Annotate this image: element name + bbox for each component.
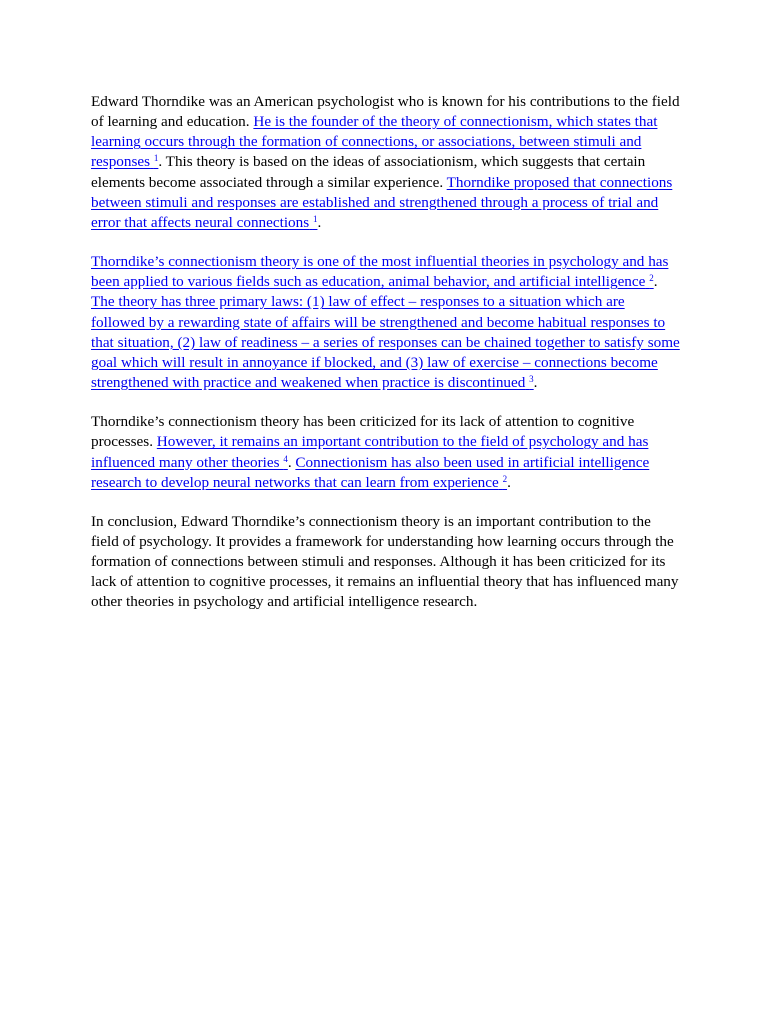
citation-marker: 2 (502, 473, 508, 484)
link-important-contribution[interactable]: However, it remains an important contribution to the field of psychology and has influenced many other theories $^4$ (91, 433, 649, 471)
link-trial-and-error[interactable]: Thorndike proposed that connections between stimuli and responses are established and strengthened through a process of trial and error that affects neural connections $^1$ (91, 173, 673, 231)
paragraph-influence (91, 252, 681, 393)
citation-marker: 1 (312, 213, 318, 224)
document-page (91, 92, 681, 632)
paragraph-intro (91, 92, 681, 233)
period: . (317, 213, 322, 231)
citation-marker: 1 (153, 153, 159, 164)
citation-marker: 4 (283, 453, 288, 464)
period: . (533, 374, 538, 392)
separator: . (287, 453, 296, 471)
paragraph-criticism (91, 412, 681, 493)
link-founder-of-connectionism[interactable]: He is the founder of the theory of connectionism, which states that learning occurs through the formation of connections, or associations, between stimuli and responses $^1$ (91, 113, 658, 171)
paragraph-conclusion (91, 512, 681, 613)
intro-text: Edward Thorndike was an American psychologist who is known for his contributions to the field of learning and education. (91, 93, 680, 131)
link-three-primary-laws[interactable]: The theory has three primary laws: (1) law of effect – responses to a situation which are followed by a rewarding state of affairs will be strengthened and become habitual responses to that situation, (2) law of readiness – a series of responses can be chained together to satisfy some goal which will result in annoyance if blocked, and (3) law of exercise – connections become strengthened with practice and weakened when practice is discontinued $^3$ (91, 293, 680, 392)
citation-marker: 2 (649, 273, 654, 284)
link-neural-networks[interactable]: Connectionism has also been used in artificial intelligence research to develop neural networks that can learn from experience $^2$ (91, 453, 650, 491)
separator: . (653, 273, 658, 291)
associationism-text: . This theory is based on the ideas of associationism, which suggests that certain elements become associated through a similar experience. (91, 153, 646, 191)
criticism-text: Thorndike’s connectionism theory has been criticized for its lack of attention to cognitive processes. (91, 413, 635, 451)
citation-marker: 3 (529, 374, 534, 385)
link-most-influential-theories[interactable]: Thorndike’s connectionism theory is one of the most influential theories in psychology and has been applied to various fields such as education, animal behavior, and artificial intelligence $^2$ (91, 253, 669, 291)
period: . (507, 473, 511, 491)
conclusion-text: In conclusion, Edward Thorndike’s connectionism theory is an important contribution to the field of psychology. It provides a framework for understanding how learning occurs through the formation of connections between stimuli and responses. Although it has been criticized for its lack of attention to cognitive processes, it remains an influential theory that has influenced many other theories in psychology and artificial intelligence research. (91, 512, 679, 611)
